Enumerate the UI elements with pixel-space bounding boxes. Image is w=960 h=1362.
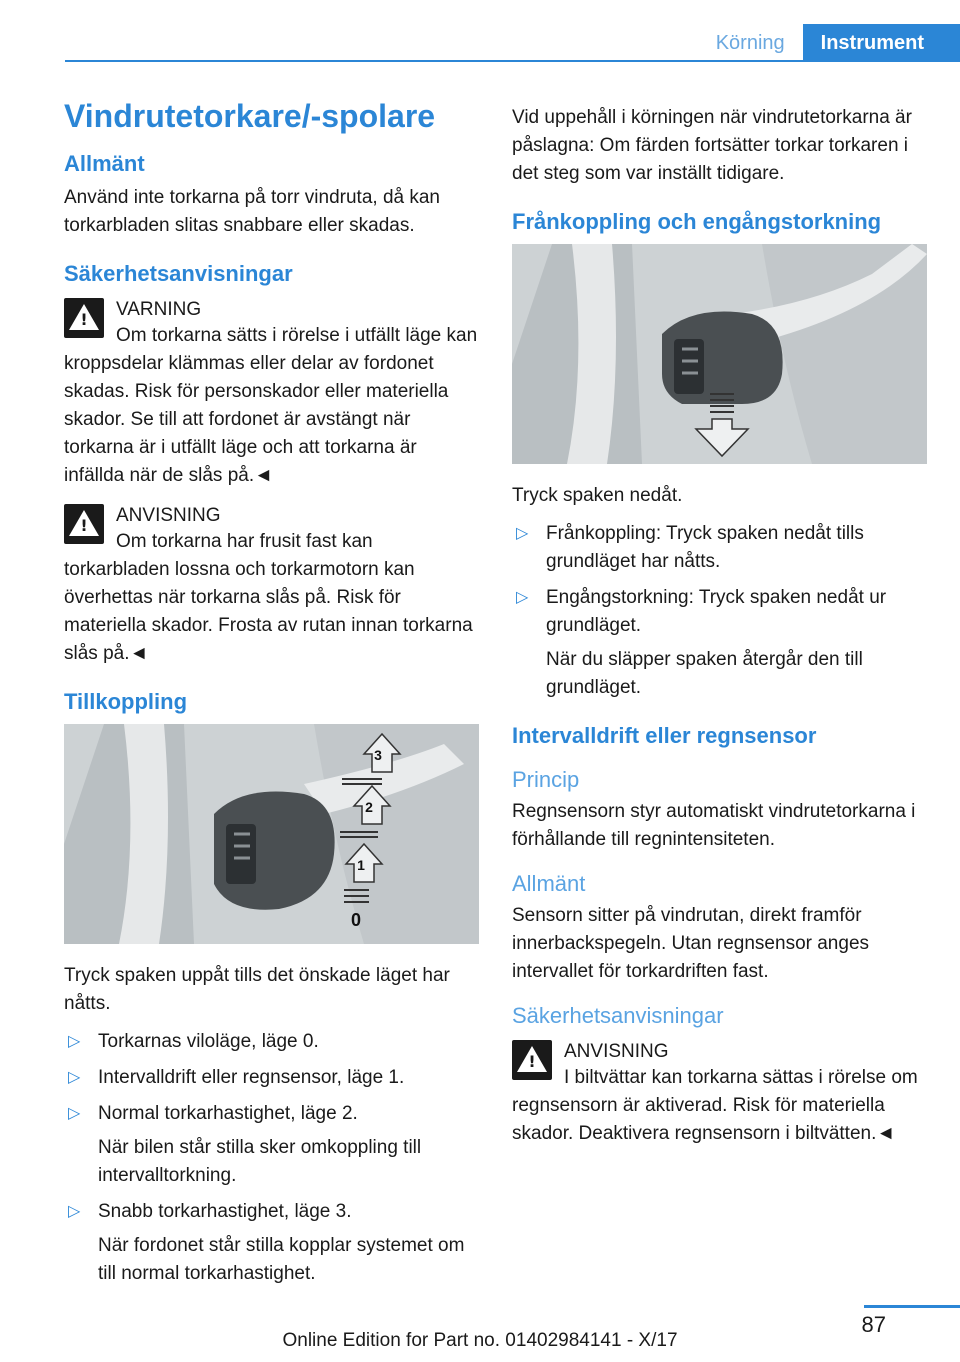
list-item-note: När du släpper spaken återgår den till grundläget. [546,649,863,698]
position-label-0: 0 [350,910,362,930]
footer-edition: Online Edition for Part no. 01402984141 - X/17 [282,1330,678,1351]
heading-intervalldrift: Intervalldrift eller regnsensor [512,723,817,748]
princip-text: Regnsensorn styr automatiskt vindrutetorkarna i förhållande till regnintensiteten. [512,801,916,850]
list-marker-icon: ▷ [68,1033,81,1050]
warning-label: ANVISNING [116,505,221,526]
position-label-2: 2 [365,799,373,815]
position-label-1: 1 [357,857,365,873]
list-item-note: När fordonet står stilla kopplar systemet om till normal torkarhastighet. [98,1235,465,1284]
header-tabs [698,24,960,62]
warning-text: I biltvättar kan torkarna sättas i rörelse om regnsensorn är aktiverad. Risk för materiella skador. Deaktivera regnsensorn i biltvätten.◄ [512,1067,918,1144]
allmant-text: Använd inte torkarna på torr vindruta, då kan torkarbladen slitas snabbare eller skadas. [64,187,441,236]
warning-text: Om torkarna har frusit fast kan torkarbladen lossna och torkarmotorn kan överhettas när torkarna slås på. Risk för materiella skador. Frosta av rutan innan torkarna slås på.◄ [64,531,473,664]
allmant-text: Sensorn sitter på vindrutan, direkt framför innerbackspegeln. Utan regnsensor anges intervallet för torkardriften fast. [512,905,870,982]
heading-sakerhetsanvisningar: Säkerhetsanvisningar [64,261,293,286]
wiper-lever-up-image [64,724,479,944]
tab-instrument[interactable]: Instrument [803,24,960,62]
wiper-lever-illustration [64,724,479,944]
page-number: 87 [861,1312,886,1337]
warning-body-1 [64,302,479,490]
warning-label: ANVISNING [564,1041,669,1062]
list-marker-icon: ▷ [68,1105,81,1122]
heading-princip: Princip [512,767,580,792]
list-marker-icon: ▷ [516,589,529,606]
frankoppling-caption: Tryck spaken nedåt. [512,485,683,506]
footer-rule [864,1305,960,1308]
list-item: ▷ Intervalldrift eller regnsensor, läge 1. [64,1064,479,1092]
list-item: ▷ Torkarnas viloläge, läge 0. [64,1028,479,1056]
warning-triangle-icon [512,1040,552,1080]
list-marker-icon: ▷ [68,1203,81,1220]
heading-allmant: Allmänt [64,151,145,176]
list-item: ▷ Frånkoppling: Tryck spaken nedåt tills grundläget har nåtts. [512,520,927,576]
list-item-note: När bilen står stilla sker omkoppling till intervalltorkning. [98,1137,422,1186]
list-marker-icon: ▷ [516,525,529,542]
position-list [64,1028,479,1288]
warning-triangle-icon [64,504,104,544]
heading-frankoppling: Frånkoppling och engångstorkning [512,209,882,234]
heading-sakerhetsanvisningar: Säkerhetsanvisningar [512,1003,724,1028]
list-item: ▷ Snabb torkarhastighet, läge 3. När fordonet står stilla kopplar systemet om till normal torkarhastighet. [64,1198,479,1288]
heading-tillkoppling: Tillkoppling [64,689,188,714]
wiper-lever-down-image [512,244,927,464]
heading-allmant: Allmänt [512,871,586,896]
left-column [64,96,479,1296]
header-rule [65,60,960,62]
list-marker-icon: ▷ [68,1069,81,1086]
warning-body-2 [64,508,479,668]
list-item: ▷ Engångstorkning: Tryck spaken nedåt ur grundläget. När du släpper spaken återgår den till grundläget. [512,584,927,702]
list-item: ▷ Normal torkarhastighet, läge 2. När bilen står stilla sker omkoppling till intervalltorkning. [64,1100,479,1190]
tillkoppling-caption: Tryck spaken uppåt tills det önskade läget har nåtts. [64,965,450,1014]
warning-label: VARNING [116,299,202,320]
right-column [512,104,927,1160]
page-title: Vindrutetorkare/-spolare [64,98,436,134]
intro-text: Vid uppehåll i körningen när vindrutetorkarna är påslagna: Om färden fortsätter torkar torkaren i det steg som var inställt tidigare. [512,107,912,184]
tab-korning[interactable]: Körning [715,32,785,54]
frankoppling-list [512,520,927,702]
warning-triangle-icon [64,298,104,338]
wiper-lever-illustration [512,244,927,464]
position-label-3: 3 [374,747,382,763]
warning-text: Om torkarna sätts i rörelse i utfällt läge kan kroppsdelar klämmas eller delar av fordonet skadas. Risk för personskador eller materiella skador. Se till att fordonet är avstängt när torkarna är i utfällt läge och att torkarna är infällda när de slås på.◄ [64,325,478,486]
